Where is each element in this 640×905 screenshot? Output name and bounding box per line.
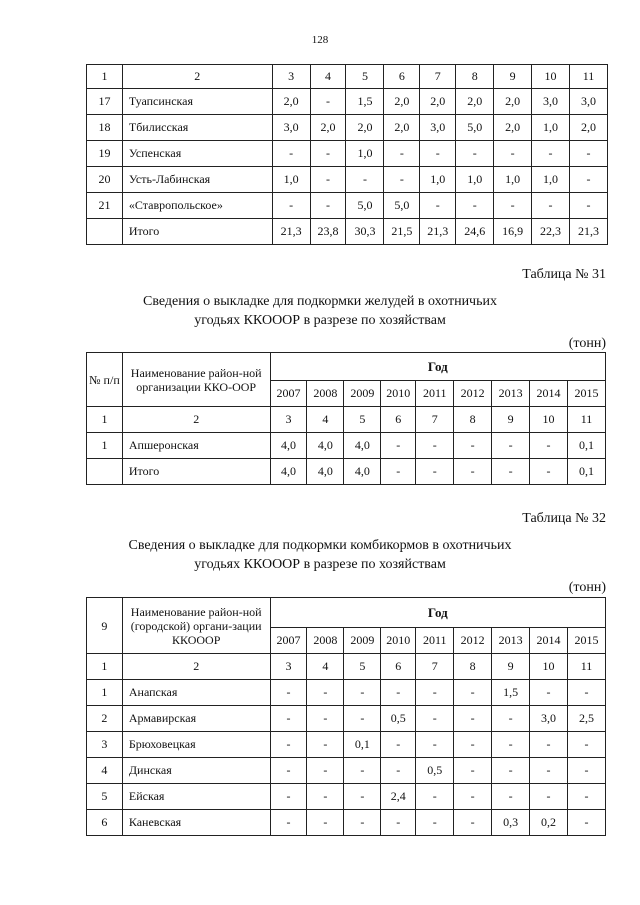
value-cell: 3,0	[530, 706, 568, 732]
value-cell: 1,0	[272, 167, 310, 193]
index-cell: 10	[530, 654, 568, 680]
value-cell: 5,0	[384, 193, 420, 219]
table-row	[87, 89, 608, 115]
value-cell: -	[270, 680, 307, 706]
value-cell: -	[492, 433, 530, 459]
value-cell: -	[568, 784, 606, 810]
value-cell: -	[492, 706, 530, 732]
index-cell: 5	[344, 654, 381, 680]
value-cell: 3,0	[420, 115, 456, 141]
value-cell: -	[307, 810, 344, 836]
value-cell: -	[272, 141, 310, 167]
col-header-name: Наименование район-ной организации ККО-ООР	[122, 353, 270, 407]
year-cell: 2009	[344, 381, 381, 407]
row-number: 1	[87, 433, 123, 459]
value-cell: -	[381, 732, 416, 758]
value-cell: 2,0	[310, 115, 346, 141]
table-row	[87, 433, 606, 459]
value-cell: -	[381, 433, 416, 459]
value-cell: -	[307, 680, 344, 706]
value-cell: 2,0	[384, 89, 420, 115]
value-cell: -	[344, 706, 381, 732]
year-cell: 2007	[270, 381, 307, 407]
value-cell: 0,5	[381, 706, 416, 732]
row-name: Анапская	[122, 680, 270, 706]
value-cell: 2,4	[381, 784, 416, 810]
value-cell: -	[416, 784, 454, 810]
value-cell: 24,6	[456, 219, 494, 245]
index-cell: 4	[307, 407, 344, 433]
table-row	[87, 758, 606, 784]
row-number: 1	[87, 680, 123, 706]
header-cell: 2	[122, 65, 272, 89]
value-cell: -	[454, 758, 492, 784]
value-cell: 4,0	[307, 433, 344, 459]
value-cell: -	[310, 141, 346, 167]
value-cell: -	[492, 758, 530, 784]
value-cell: 2,5	[568, 706, 606, 732]
value-cell: 2,0	[420, 89, 456, 115]
row-name: Каневская	[122, 810, 270, 836]
value-cell: -	[416, 732, 454, 758]
value-cell: -	[384, 167, 420, 193]
value-cell: -	[381, 459, 416, 485]
value-cell: -	[454, 459, 492, 485]
value-cell: -	[568, 680, 606, 706]
value-cell: 1,5	[346, 89, 384, 115]
value-cell: -	[530, 784, 568, 810]
index-cell: 9	[492, 654, 530, 680]
value-cell: 4,0	[270, 433, 307, 459]
row-number	[87, 219, 123, 245]
value-cell: -	[310, 193, 346, 219]
value-cell: -	[307, 706, 344, 732]
value-cell: 0,1	[567, 433, 605, 459]
index-cell: 7	[416, 407, 454, 433]
value-cell: -	[416, 459, 454, 485]
value-cell: -	[416, 433, 454, 459]
value-cell: -	[494, 193, 532, 219]
col-header-number: 9	[87, 598, 123, 654]
value-cell: -	[272, 193, 310, 219]
row-number	[87, 459, 123, 485]
row-number: 17	[87, 89, 123, 115]
year-cell: 2010	[381, 628, 416, 654]
table-31-title-line2: угодьях ККОООР в разрезе по хозяйствам	[194, 313, 446, 328]
row-name: Усть-Лабинская	[122, 167, 272, 193]
value-cell: 3,0	[272, 115, 310, 141]
value-cell: 3,0	[570, 89, 608, 115]
value-cell: -	[310, 89, 346, 115]
year-cell: 2008	[307, 628, 344, 654]
table-row	[87, 219, 608, 245]
index-row	[87, 654, 606, 680]
value-cell: 0,5	[416, 758, 454, 784]
value-cell: 0,3	[492, 810, 530, 836]
value-cell: -	[570, 141, 608, 167]
index-cell: 2	[122, 654, 270, 680]
row-name: Итого	[122, 459, 270, 485]
value-cell: -	[530, 732, 568, 758]
col-header-name: Наименование район-ной (городской) органи-зации ККОООР	[122, 598, 270, 654]
year-cell: 2015	[568, 628, 606, 654]
table-32	[86, 597, 606, 836]
value-cell: 2,0	[494, 89, 532, 115]
value-cell: -	[344, 758, 381, 784]
table-32-unit: (тонн)	[568, 580, 606, 595]
value-cell: -	[310, 167, 346, 193]
year-cell: 2010	[381, 381, 416, 407]
header-cell: 11	[570, 65, 608, 89]
table-row	[87, 732, 606, 758]
value-cell: -	[454, 784, 492, 810]
row-name: Тбилисская	[122, 115, 272, 141]
year-cell: 2014	[530, 628, 568, 654]
value-cell: -	[530, 680, 568, 706]
value-cell: -	[456, 193, 494, 219]
col-header-year: Год	[270, 353, 605, 381]
value-cell: -	[568, 810, 606, 836]
table-31-title-line1: Сведения о выкладке для подкормки желудей в охотничьих	[143, 294, 497, 309]
value-cell: 16,9	[494, 219, 532, 245]
value-cell: 4,0	[307, 459, 344, 485]
table-row	[87, 167, 608, 193]
value-cell: -	[381, 758, 416, 784]
value-cell: -	[270, 758, 307, 784]
row-name: Ейская	[122, 784, 270, 810]
row-number: 21	[87, 193, 123, 219]
row-number: 2	[87, 706, 123, 732]
index-cell: 8	[454, 654, 492, 680]
value-cell: 1,0	[532, 115, 570, 141]
table-row	[87, 680, 606, 706]
value-cell: 1,5	[492, 680, 530, 706]
year-cell: 2011	[416, 628, 454, 654]
value-cell: -	[344, 784, 381, 810]
table-row	[87, 115, 608, 141]
row-name: Армавирская	[122, 706, 270, 732]
value-cell: -	[570, 167, 608, 193]
value-cell: -	[346, 167, 384, 193]
value-cell: 22,3	[532, 219, 570, 245]
header-cell: 4	[310, 65, 346, 89]
table-31-label: Таблица № 31	[522, 267, 606, 282]
col-header-year: Год	[270, 598, 605, 628]
table-row	[87, 784, 606, 810]
value-cell: 2,0	[570, 115, 608, 141]
value-cell: -	[420, 141, 456, 167]
row-number: 20	[87, 167, 123, 193]
value-cell: -	[307, 732, 344, 758]
row-name: Успенская	[122, 141, 272, 167]
table-row	[87, 706, 606, 732]
table-row	[87, 459, 606, 485]
index-cell: 1	[87, 407, 123, 433]
table-32-title-line2: угодьях ККОООР в разрезе по хозяйствам	[194, 557, 446, 572]
table-31-unit: (тонн)	[568, 336, 606, 351]
index-cell: 3	[270, 654, 307, 680]
value-cell: 2,0	[272, 89, 310, 115]
header-cell: 10	[532, 65, 570, 89]
value-cell: -	[381, 680, 416, 706]
value-cell: 2,0	[456, 89, 494, 115]
value-cell: 4,0	[270, 459, 307, 485]
table-row	[87, 810, 606, 836]
header-cell: 9	[494, 65, 532, 89]
value-cell: -	[270, 810, 307, 836]
index-cell: 11	[567, 407, 605, 433]
index-cell: 11	[568, 654, 606, 680]
value-cell: -	[416, 810, 454, 836]
value-cell: 1,0	[346, 141, 384, 167]
value-cell: 2,0	[494, 115, 532, 141]
table-30-continuation	[86, 64, 608, 245]
value-cell: -	[384, 141, 420, 167]
value-cell: -	[492, 459, 530, 485]
index-cell: 10	[530, 407, 568, 433]
index-cell: 6	[381, 407, 416, 433]
value-cell: 21,3	[272, 219, 310, 245]
value-cell: -	[270, 732, 307, 758]
value-cell: -	[456, 141, 494, 167]
index-cell: 1	[87, 654, 123, 680]
value-cell: 21,3	[570, 219, 608, 245]
value-cell: -	[492, 732, 530, 758]
year-cell: 2007	[270, 628, 307, 654]
row-number: 3	[87, 732, 123, 758]
value-cell: 30,3	[346, 219, 384, 245]
value-cell: 1,0	[420, 167, 456, 193]
value-cell: 2,0	[346, 115, 384, 141]
header-cell: 8	[456, 65, 494, 89]
table-32-title-line1: Сведения о выкладке для подкормки комбикормов в охотничьих	[128, 538, 512, 553]
value-cell: 21,5	[384, 219, 420, 245]
year-cell: 2013	[492, 628, 530, 654]
value-cell: -	[270, 784, 307, 810]
value-cell: 4,0	[344, 459, 381, 485]
value-cell: -	[530, 433, 568, 459]
row-number: 5	[87, 784, 123, 810]
value-cell: 5,0	[346, 193, 384, 219]
value-cell: 3,0	[532, 89, 570, 115]
index-cell: 7	[416, 654, 454, 680]
year-cell: 2012	[454, 381, 492, 407]
table-row	[87, 193, 608, 219]
value-cell: -	[532, 141, 570, 167]
index-cell: 6	[381, 654, 416, 680]
value-cell: -	[416, 680, 454, 706]
value-cell: -	[270, 706, 307, 732]
value-cell: -	[416, 706, 454, 732]
value-cell: -	[568, 732, 606, 758]
value-cell: 0,1	[344, 732, 381, 758]
row-name: Итого	[122, 219, 272, 245]
value-cell: -	[454, 732, 492, 758]
row-number: 18	[87, 115, 123, 141]
value-cell: 23,8	[310, 219, 346, 245]
year-cell: 2008	[307, 381, 344, 407]
value-cell: -	[344, 680, 381, 706]
value-cell: 0,1	[567, 459, 605, 485]
year-cell: 2012	[454, 628, 492, 654]
row-name: Апшеронская	[122, 433, 270, 459]
value-cell: -	[494, 141, 532, 167]
value-cell: 0,2	[530, 810, 568, 836]
index-row	[87, 407, 606, 433]
value-cell: 1,0	[494, 167, 532, 193]
row-name: Динская	[122, 758, 270, 784]
header-cell: 1	[87, 65, 123, 89]
value-cell: -	[307, 758, 344, 784]
row-number: 19	[87, 141, 123, 167]
row-name: «Ставропольское»	[122, 193, 272, 219]
row-name: Туапсинская	[122, 89, 272, 115]
table-row	[87, 141, 608, 167]
year-cell: 2014	[530, 381, 568, 407]
value-cell: -	[492, 784, 530, 810]
table-header-row	[87, 65, 608, 89]
index-cell: 4	[307, 654, 344, 680]
value-cell: -	[454, 433, 492, 459]
value-cell: -	[568, 758, 606, 784]
table-32-label: Таблица № 32	[522, 511, 606, 526]
index-cell: 8	[454, 407, 492, 433]
header-cell: 3	[272, 65, 310, 89]
row-name: Брюховецкая	[122, 732, 270, 758]
value-cell: -	[420, 193, 456, 219]
index-cell: 9	[492, 407, 530, 433]
value-cell: -	[570, 193, 608, 219]
index-cell: 5	[344, 407, 381, 433]
value-cell: -	[532, 193, 570, 219]
year-cell: 2013	[492, 381, 530, 407]
table-31	[86, 352, 606, 485]
index-cell: 3	[270, 407, 307, 433]
value-cell: 1,0	[532, 167, 570, 193]
value-cell: -	[454, 706, 492, 732]
value-cell: 5,0	[456, 115, 494, 141]
value-cell: 1,0	[456, 167, 494, 193]
header-cell: 6	[384, 65, 420, 89]
year-cell: 2009	[344, 628, 381, 654]
year-cell: 2011	[416, 381, 454, 407]
value-cell: 2,0	[384, 115, 420, 141]
value-cell: -	[454, 810, 492, 836]
value-cell: -	[454, 680, 492, 706]
value-cell: -	[530, 758, 568, 784]
value-cell: 21,3	[420, 219, 456, 245]
value-cell: -	[307, 784, 344, 810]
row-number: 6	[87, 810, 123, 836]
header-cell: 5	[346, 65, 384, 89]
value-cell: -	[530, 459, 568, 485]
value-cell: -	[344, 810, 381, 836]
index-cell: 2	[122, 407, 270, 433]
page-number: 128	[311, 34, 329, 46]
col-header-number: № п/п	[87, 353, 123, 407]
value-cell: 4,0	[344, 433, 381, 459]
value-cell: -	[381, 810, 416, 836]
row-number: 4	[87, 758, 123, 784]
header-cell: 7	[420, 65, 456, 89]
year-cell: 2015	[567, 381, 605, 407]
